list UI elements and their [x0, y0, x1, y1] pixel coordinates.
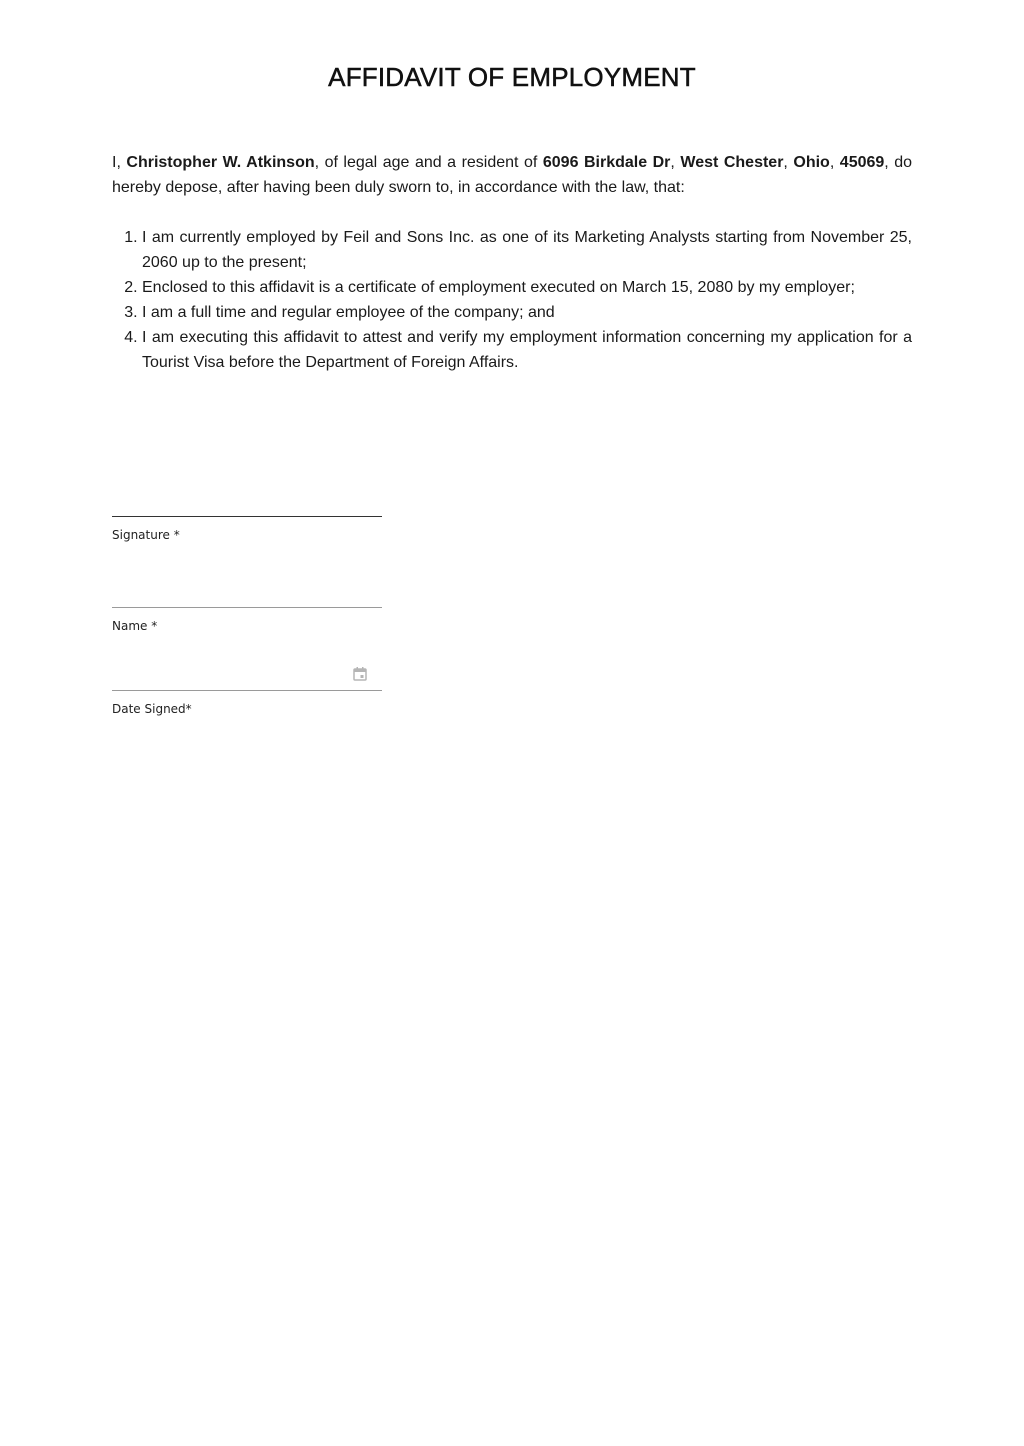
- address-street: 6096 Birkdale Dr: [542, 154, 671, 171]
- name-input-line[interactable]: [112, 607, 382, 608]
- intro-sep-1: ,: [670, 154, 681, 171]
- affiant-name: Christopher W. Atkinson: [126, 154, 315, 171]
- address-zip: 45069: [839, 154, 885, 171]
- date-signed-field[interactable]: [112, 690, 382, 716]
- intro-sep-2: ,: [783, 154, 794, 171]
- calendar-icon[interactable]: [352, 666, 368, 682]
- clause-item: 4. I am executing this affidavit to attest and verify my employment information concerning my application for a Tourist Visa before the Department of Foreign Affairs.: [142, 325, 912, 375]
- name-field[interactable]: [112, 607, 382, 633]
- intro-paragraph: [112, 150, 912, 200]
- page-title: AFFIDAVIT OF EMPLOYMENT: [328, 62, 696, 92]
- intro-sep-3: ,: [829, 154, 840, 171]
- intro-suffix: , do hereby depose, after having been duly sworn to, in accordance with the law, that:: [112, 154, 913, 196]
- date-input-line[interactable]: [112, 690, 382, 691]
- clause-item: 1. I am currently employed by Feil and Sons Inc. as one of its Marketing Analysts starting from November 25, 2060 up to the present;: [142, 225, 912, 275]
- address-city: West Chester: [680, 154, 784, 171]
- clause-item: 2. Enclosed to this affidavit is a certificate of employment executed on March 15, 2080 by my employer;: [142, 275, 912, 300]
- clause-item: 3. I am a full time and regular employee of the company; and: [142, 300, 912, 325]
- signature-field[interactable]: [112, 516, 382, 542]
- signature-label: Signature *: [112, 528, 180, 542]
- name-label: Name *: [112, 619, 158, 633]
- intro-prefix: I,: [112, 154, 127, 171]
- intro-mid: , of legal age and a resident of: [314, 154, 543, 171]
- address-state: Ohio: [793, 154, 830, 171]
- clause-list: [112, 225, 912, 375]
- date-signed-label: Date Signed*: [112, 702, 192, 716]
- signature-line[interactable]: [112, 516, 382, 517]
